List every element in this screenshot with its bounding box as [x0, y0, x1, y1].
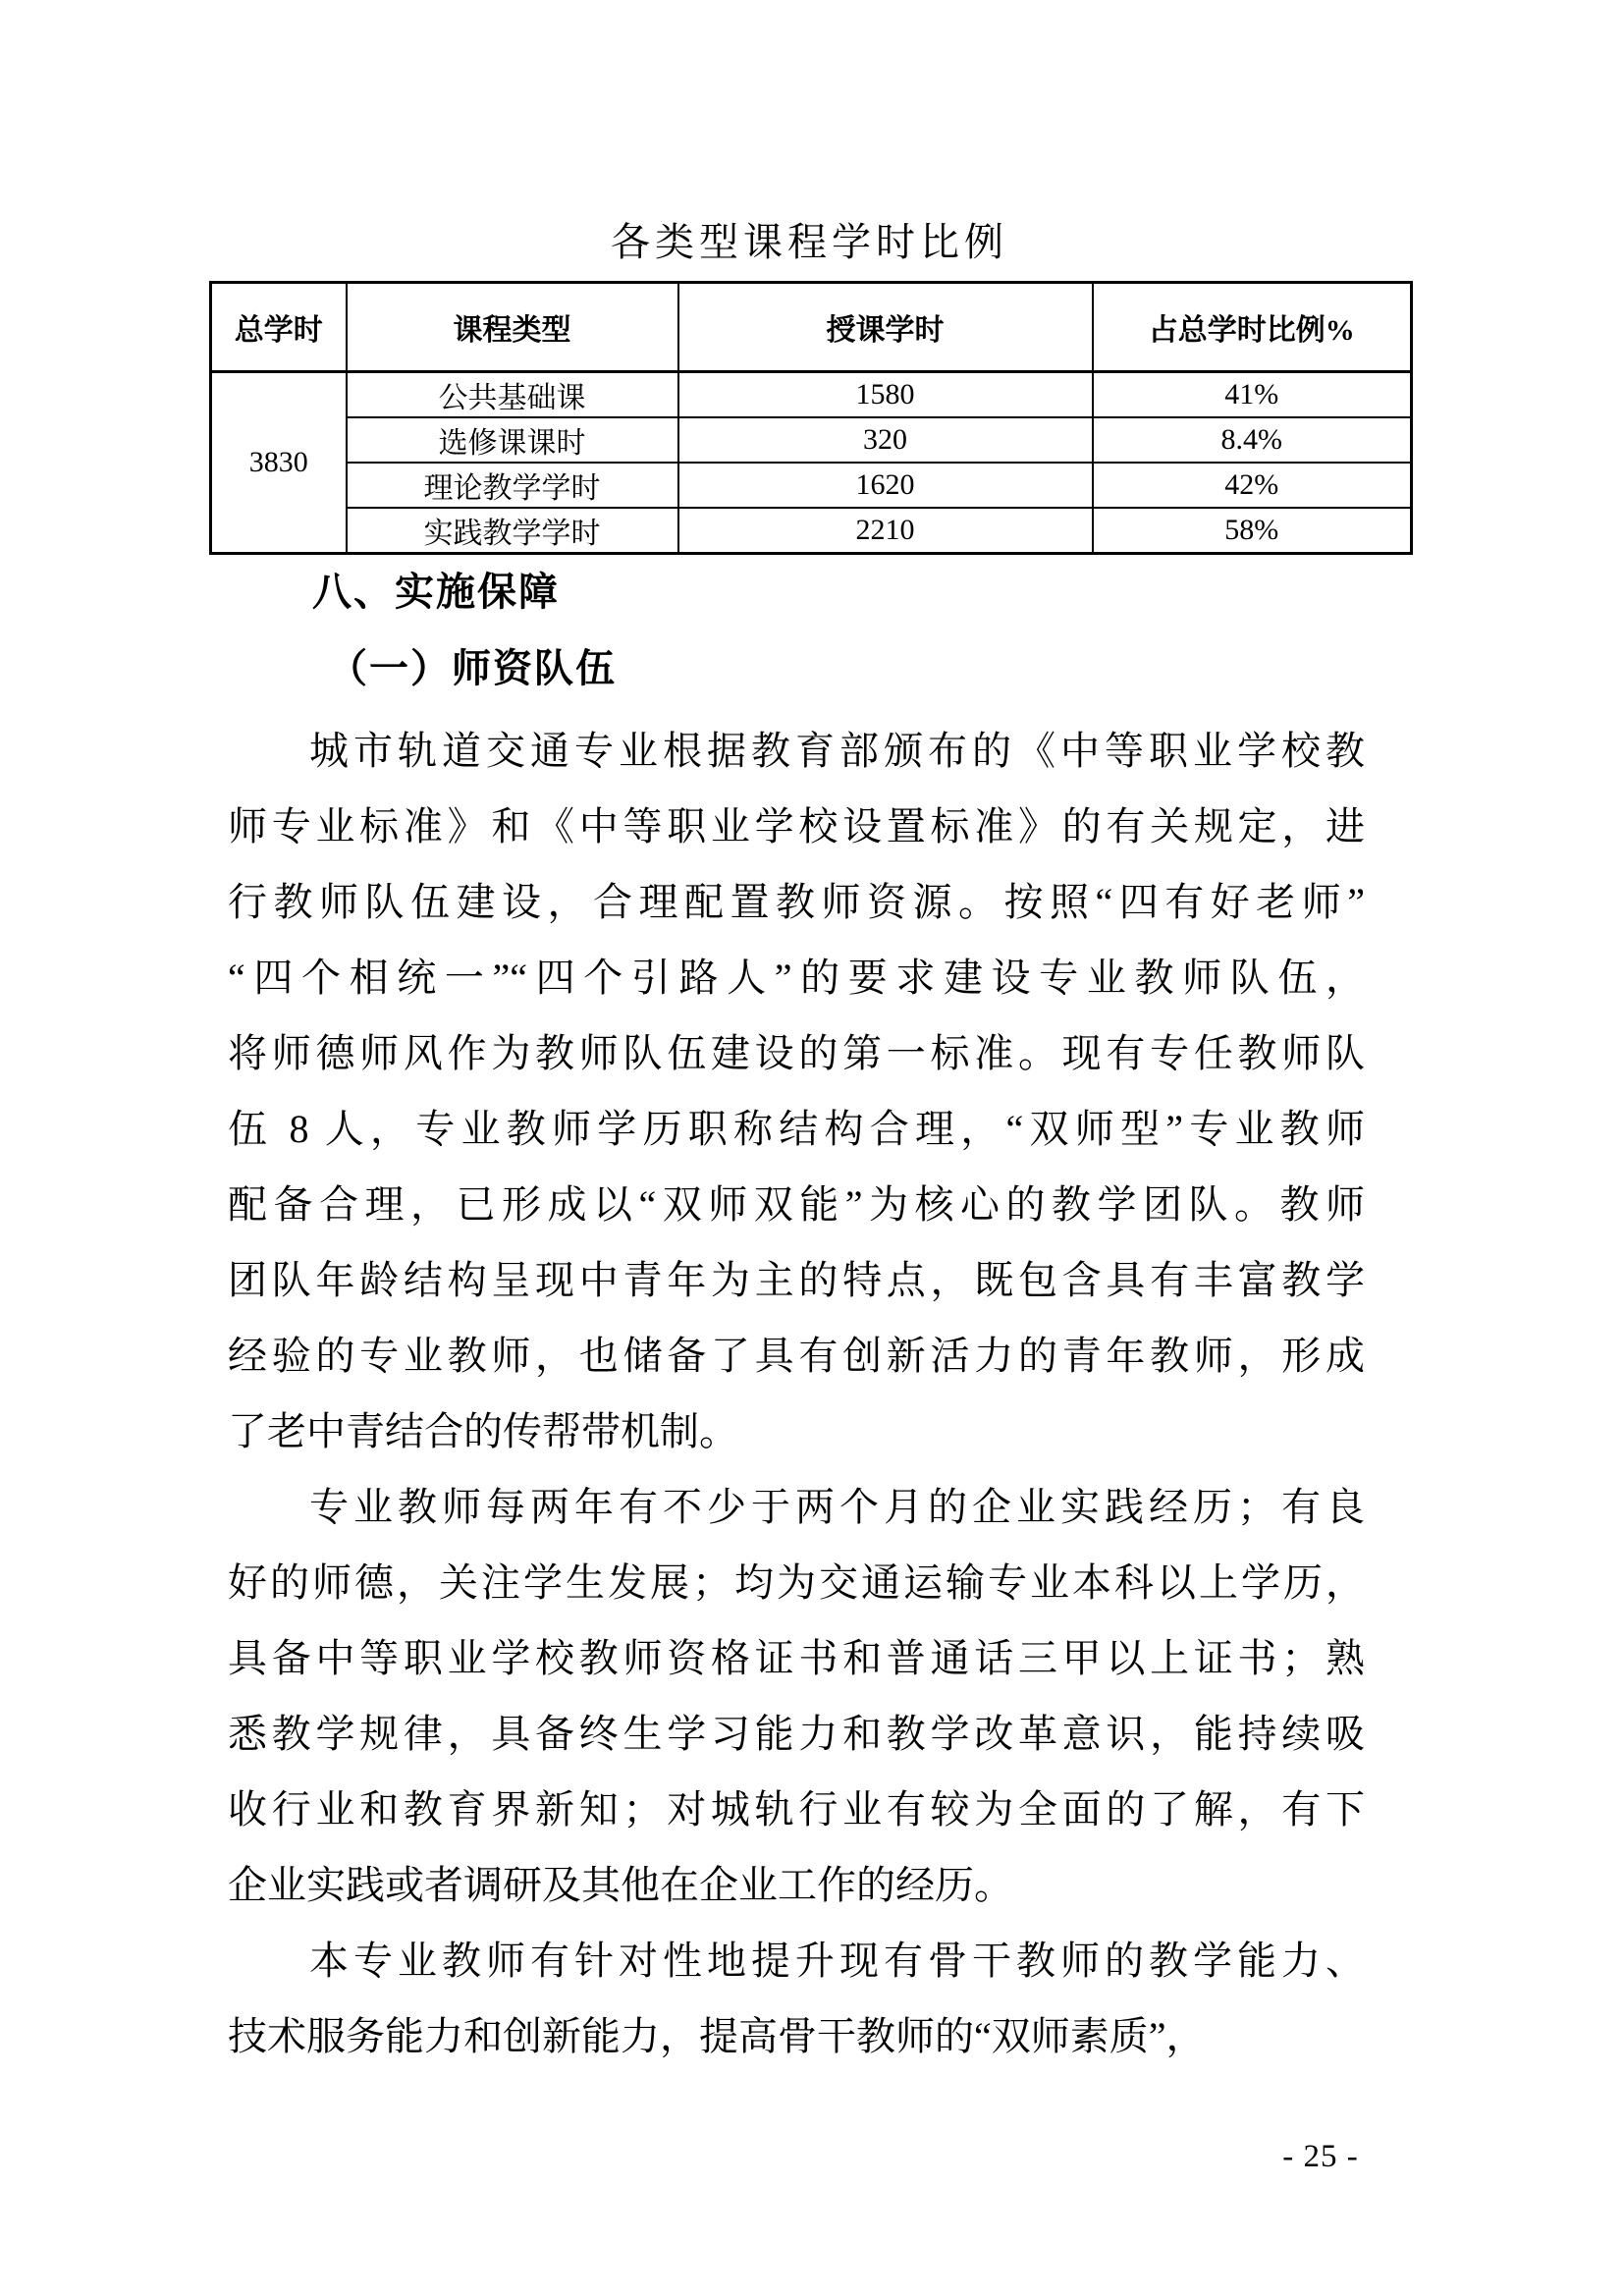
header-cell-teaching-hours: 授课学时 [678, 283, 1093, 372]
text-line: 好的师德，关注学生发展；均为交通运输专业本科以上学历， [228, 1560, 1365, 1605]
page-number: - 25 - [1282, 2139, 1359, 2174]
table-header-row [211, 283, 1412, 372]
table-cell-hours: 320 [678, 417, 1093, 463]
table-row [211, 417, 1412, 463]
text-line: 配备合理，已形成以“双师双能”为核心的教学团队。教师 [228, 1182, 1365, 1227]
section-heading: 八、实施保障 [312, 571, 560, 614]
table-cell-percentage: 58% [1093, 508, 1412, 554]
table-cell-course-type: 选修课课时 [347, 417, 678, 463]
text-line: 伍 8 人，专业教师学历职称结构合理，“双师型”专业教师 [228, 1107, 1365, 1151]
text-line: 师专业标准》和《中等职业学校设置标准》的有关规定，进 [228, 804, 1365, 848]
text-line: 城市轨道交通专业根据教育部颁布的《中等职业学校教 [309, 729, 1365, 773]
text-line: 团队年龄结构呈现中青年为主的特点，既包含具有丰富教学 [228, 1258, 1365, 1302]
table-cell-percentage: 41% [1093, 372, 1412, 418]
header-cell-percentage: 占总学时比例% [1093, 283, 1412, 372]
table-cell-hours: 2210 [678, 508, 1093, 554]
table-cell-hours: 1580 [678, 372, 1093, 418]
text-line: 本专业教师有针对性地提升现有骨干教师的教学能力、 [309, 1939, 1365, 1983]
text-line: 专业教师每两年有不少于两个月的企业实践经历；有良 [309, 1485, 1365, 1529]
table-cell-hours: 1620 [678, 463, 1093, 508]
table-cell-percentage: 8.4% [1093, 417, 1412, 463]
table-row [211, 508, 1412, 554]
subsection-heading: （一）师资队伍 [328, 646, 617, 690]
text-line: “四个相统一”“四个引路人”的要求建设专业教师队伍， [228, 956, 1365, 1000]
course-hours-table [209, 281, 1413, 555]
text-line: 具备中等职业学校教师资格证书和普通话三甲以上证书；熟 [228, 1636, 1365, 1680]
table-cell-percentage: 42% [1093, 463, 1412, 508]
text-line: 收行业和教育界新知；对城轨行业有较为全面的了解，有下 [228, 1787, 1365, 1831]
text-line: 了老中青结合的传帮带机制。 [228, 1409, 738, 1453]
text-line: 悉教学规律，具备终生学习能力和教学改革意识，能持续吸 [228, 1712, 1365, 1756]
table-cell-course-type: 理论教学学时 [347, 463, 678, 508]
table-cell-course-type: 实践教学学时 [347, 508, 678, 554]
text-line: 技术服务能力和创新能力，提高骨干教师的“双师素质”， [228, 2014, 1206, 2058]
table-cell-total-hours: 3830 [211, 372, 347, 554]
table-title: 各类型课程学时比例 [611, 220, 1008, 264]
header-cell-total-hours: 总学时 [211, 283, 347, 372]
text-line: 行教师队伍建设，合理配置教师资源。按照“四有好老师” [228, 880, 1365, 924]
table-row [211, 463, 1412, 508]
body-text [228, 713, 1365, 2074]
text-line: 企业实践或者调研及其他在企业工作的经历。 [228, 1863, 1013, 1907]
header-cell-course-type: 课程类型 [347, 283, 678, 372]
table-cell-course-type: 公共基础课 [347, 372, 678, 418]
text-line: 经验的专业教师，也储备了具有创新活力的青年教师，形成 [228, 1334, 1365, 1378]
table-row [211, 372, 1412, 418]
text-line: 将师德师风作为教师队伍建设的第一标准。现有专任教师队 [228, 1031, 1365, 1075]
